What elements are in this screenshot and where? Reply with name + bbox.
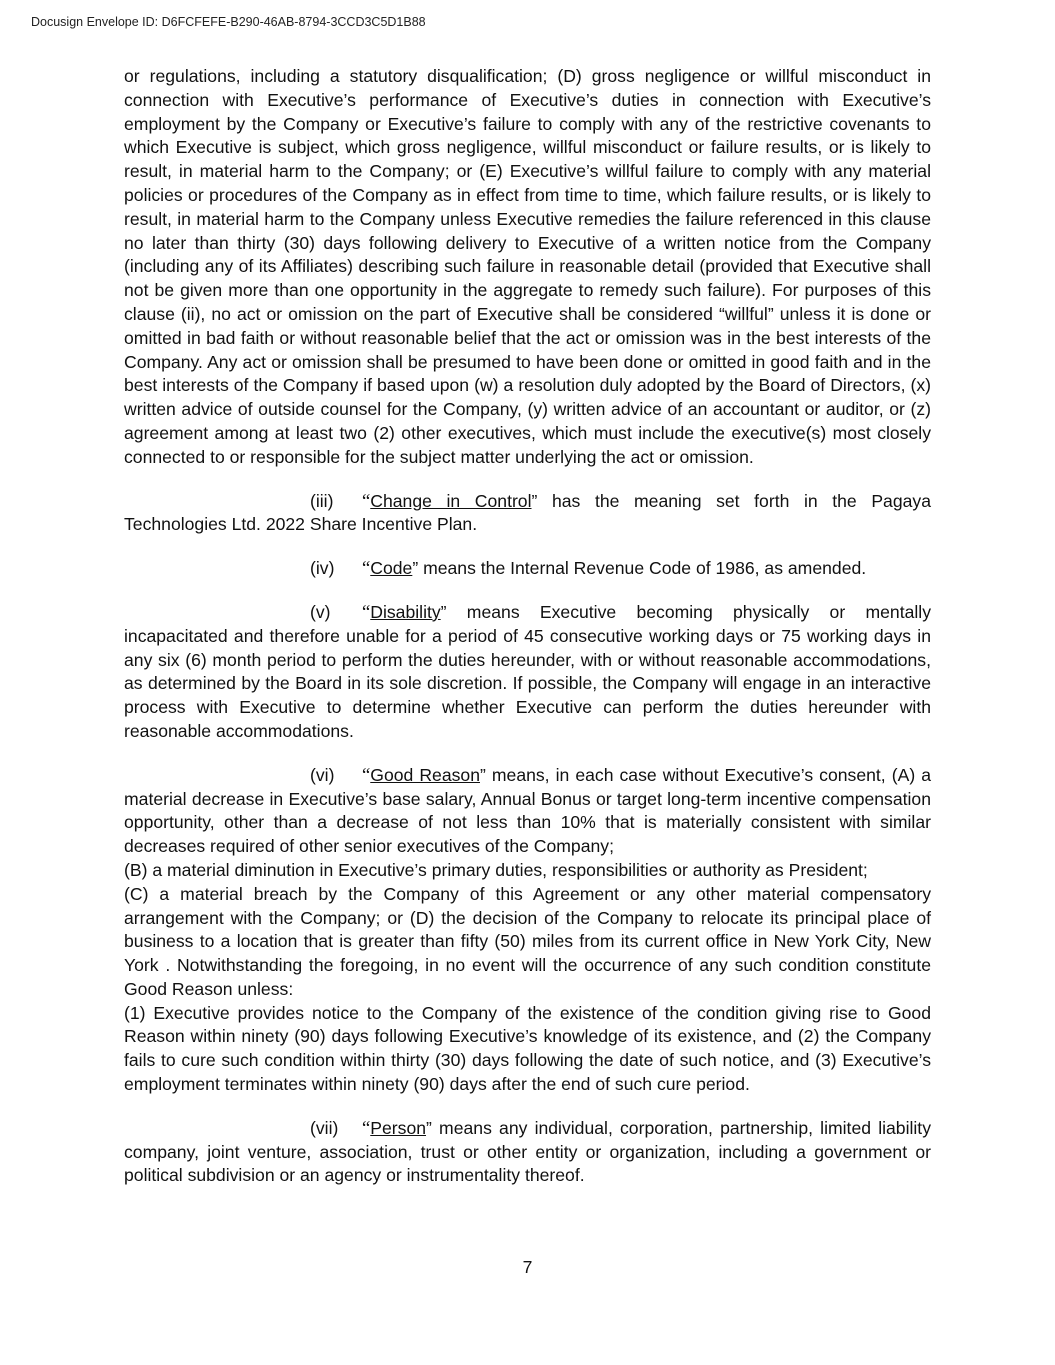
definition-person: (vii) “Person” means any individual, corporation, partnership, limited liability company, joint venture, association, trust or other entity or organization, including a government or political subdivision or an agency or instrumentality thereof. [124, 1117, 931, 1186]
document-body [124, 65, 931, 1188]
definition-number: (vi) [310, 764, 335, 785]
defined-term: Person [370, 1117, 427, 1138]
definition-text: ” has the meaning set forth in the Pagaya Technologies Ltd. 2022 Share Incentive Plan. [124, 490, 931, 535]
defined-term: Good Reason [370, 764, 480, 785]
definition-number: (vii) [310, 1117, 339, 1138]
defined-term: Code [370, 558, 413, 579]
defined-term: Disability [370, 601, 441, 622]
definition-number: (iii) [310, 490, 334, 511]
good-reason-conditions: (1) Executive provides notice to the Company of the existence of the condition giving rise to Good Reason within ninety (90) days following Executive’s knowledge of its existence, and (2) the Company fails to cure such condition within thirty (30) days following the date of such notice, and (3) Executive’s employment terminates within ninety (90) days after the end of such cure period. [124, 1002, 931, 1095]
definition-good-reason: (vi) “Good Reason” means, in each case without Executive’s consent, (A) a material decrease in Executive’s base salary, Annual Bonus or target long-term incentive compensation opportunity, other than a decrease of not less than 10% that is materially consistent with similar decreases required of other senior executives of the Company; [124, 764, 931, 857]
definition-text: ” means any individual, corporation, partnership, limited liability company, joint venture, association, trust or other entity or organization, including a government or political subdivision or an agency or instrumentality thereof. [124, 1117, 931, 1186]
definition-number: (iv) [310, 558, 335, 579]
defined-term: Change in Control [370, 490, 532, 511]
definition-change-in-control: (iii) “Change in Control” has the meaning set forth in the Pagaya Technologies Ltd. 2022 Share Incentive Plan. [124, 490, 931, 535]
definition-text: ” means Executive becoming physically or mentally incapacitated and therefore unable for a period of 45 consecutive working days or 75 working days in any six (6) month period to perform the duties hereunder, with or without reasonable accommodations, as determined by the Board in its sole discretion. If possible, the Company will engage in an interactive process with Executive to determine whether Executive can perform the duties hereunder with reasonable accommodations. [124, 601, 931, 741]
definition-text: ” means, in each case without Executive’s consent, (A) a material decrease in Executive’s base salary, Annual Bonus or target long-term incentive compensation opportunity, other than a decrease of not less than 10% that is materially consistent with similar decreases required of other senior executives of the Company; [124, 764, 931, 857]
good-reason-clause-b: (B) a material diminution in Executive’s primary duties, responsibilities or authority as President; [124, 859, 868, 880]
page-number: 7 [522, 1257, 533, 1277]
paragraph-continuation: or regulations, including a statutory disqualification; (D) gross negligence or willful misconduct in connection with Executive’s performance of Executive’s duties in connection with Executive’s employment by the Company or Executive’s failure to comply with any of the restrictive covenants to which Executive is subject, which gross negligence, willful misconduct or failure results, or is likely to result, in material harm to the Company; or (E) Executive’s willful failure to comply with any material policies or procedures of the Company as in effect from time to time, which failure results, or is likely to result, in material harm to the Company unless Executive remedies the failure referenced in this clause no later than thirty (30) days following delivery to Executive of a written notice from the Company (including any of its Affiliates) describing such failure in reasonable detail (provided that Executive shall not be given more than one opportunity in the aggregate to remedy such failure). For purposes of this clause (ii), no act or omission on the part of Executive shall be considered “willful” unless it is done or omitted in bad faith or without reasonable belief that the act or omission was in the best interests of the Company. Any act or omission shall be presumed to have been done or omitted in good faith and in the best interests of the Company if based upon (w) a resolution duly adopted by the Board of Directors, (x) written advice of outside counsel for the Company, (y) written advice of an accountant or auditor, or (z) agreement among at least two (2) other executives, which must include the executive(s) most closely connected to or responsible for the subject matter underlying the act or omission. [124, 66, 931, 467]
definition-disability: (v) “Disability” means Executive becoming physically or mentally incapacitated and therefore unable for a period of 45 consecutive working days or 75 working days in any six (6) month period to perform the duties hereunder, with or without reasonable accommodations, as determined by the Board in its sole discretion. If possible, the Company will engage in an interactive process with Executive to determine whether Executive can perform the duties hereunder with reasonable accommodations. [124, 601, 931, 741]
definition-number: (v) [310, 601, 331, 622]
definition-code: (iv) “Code” means the Internal Revenue Code of 1986, as amended. [310, 558, 867, 580]
definition-text: ” means the Internal Revenue Code of 1986, as amended. [412, 558, 867, 579]
good-reason-clause-c: (C) a material breach by the Company of this Agreement or any other material compensatory arrangement with the Company; or (D) the decision of the Company to relocate its principal place of business to a location that is greater than fifty (50) miles from its current office in New York City, New York . Notwithstanding the foregoing, in no event will the occurrence of any such condition constitute Good Reason unless: [124, 883, 931, 999]
envelope-id: Docusign Envelope ID: D6FCFEFE-B290-46AB-8794-3CCD3C5D1B88 [31, 15, 426, 29]
